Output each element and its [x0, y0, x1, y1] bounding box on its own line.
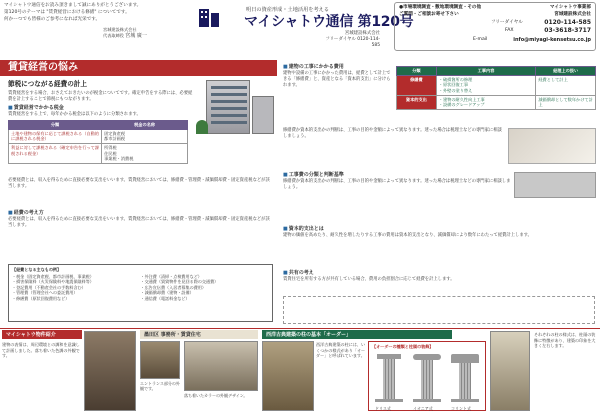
table-row: [397, 95, 596, 109]
table-cell: 利益に対して課税される（確定申告を行って課税される税金）: [9, 144, 102, 164]
company-logo-icon: [198, 7, 242, 29]
table-cell: ・建物の耐久性向上工事 ・設備のグレードアップ: [436, 95, 536, 109]
section-title: ■ 工事費の分類と判断基準: [283, 172, 344, 179]
entrance-photo: [140, 341, 180, 379]
table-row: [9, 144, 188, 164]
section-banner: 墨田区 事務所・賃貸住宅: [140, 330, 258, 339]
list-item: ・損害保険料（火災保険料や地震保険料等）: [12, 279, 94, 285]
section-title: ■ 経費の考え方: [8, 210, 44, 217]
kitchen-photo: [508, 128, 596, 164]
tagline: 明日の資産形成・土地活用を考える: [246, 7, 330, 13]
equipment-photo: [514, 172, 596, 198]
fax-label: FAX: [505, 28, 514, 33]
section-title: ■ 共有の考え: [283, 270, 314, 277]
fax-number: 03-3618-3717: [544, 27, 591, 34]
email-link[interactable]: info@miyagi-kensetsu.co.jp: [513, 37, 591, 43]
column-photo: [262, 341, 314, 411]
table-cell: 修繕費: [397, 75, 437, 95]
section-banner: 西洋古典建築の柱の基本「オーダー」: [262, 330, 452, 339]
table-cell: 減価償却として数年かけて計上: [536, 95, 596, 109]
table-cell: 資本的支出: [397, 95, 437, 109]
list-item: ・修繕費（原状回復費用など）: [12, 295, 70, 301]
subhead: 節税につながる経費の計上: [8, 80, 87, 88]
building-illustration: [196, 76, 276, 136]
intro-text: 賃貸経営をする場合、おさえておきたいのが税金についてです。確定申告をする際には、必要経費を計上することで節税にもつながります。: [8, 91, 193, 102]
list-item: ・管理費（管理会社への委託費用）: [12, 290, 78, 296]
contact-company: 宮城建設株式会社: [554, 12, 591, 17]
section-banner: マイシャトウ物件紹介: [2, 330, 82, 339]
sender-company: 宮城建設株式会社: [103, 27, 137, 32]
list-title: 【経費となる主なもの例】: [12, 267, 62, 272]
sender-title: 代表取締役: [103, 32, 124, 38]
free-number[interactable]: 0120-114-585: [544, 19, 591, 26]
greeting: [4, 3, 194, 25]
sender-name: 宮城 廣一: [125, 32, 147, 39]
section-text: 修繕費か資本的支出かの判断は、工事の目的や金額によって異なります。迷った場合は税理士などの専門家に相談しましょう。: [283, 179, 511, 190]
contact-box: [394, 2, 596, 51]
table-header: 税金の名称: [102, 121, 188, 130]
table-cell: 所得税 住民税 事業税・消費税: [102, 144, 188, 164]
section-text: 建物や設備の工事にかかった費用は、経費として計上できる「修繕費」と、資産となる「資本的支出」に分けられます。: [283, 71, 391, 88]
main-banner: 賃貸経営の悩み: [0, 60, 277, 76]
doric-column-icon: [375, 354, 403, 406]
table-row: [397, 75, 596, 95]
section-text: 必要経費とは、収入を得るために直接必要な支出をいいます。賃貸経営においては、修繕費・管理費・減価償却費・固定資産税などが該当します。: [8, 217, 270, 228]
expense-list-box: [8, 264, 273, 322]
ionic-column-icon: [413, 354, 441, 406]
section-text: 建物の価値を高めたり、耐久性を増したりする工事の費用は資本的支出となり、減価償却により数年にわたって経費計上します。: [283, 233, 532, 238]
contact-item: ご質問・ご相談お寄せ下さい: [399, 11, 459, 17]
section-text: 賃貸住宅を所有する方が共有している場合、費用の負担割合に応じて経費を計上します。: [283, 277, 455, 282]
contact-item: ●市場環境調査・敷地環境調査・その他: [399, 5, 482, 10]
greeting-line: 何かーつでも皆様のご参考になれば光栄です。: [4, 17, 101, 23]
tax-table: [8, 120, 188, 164]
header-freedial: フリーダイヤル 0120-114-585: [325, 36, 380, 48]
list-item: ・税金（固定資産税、都市計画税、事業税）: [12, 273, 94, 279]
column-text: 西洋古典建築の柱には、いくつかの様式があり「オーダー」と呼ばれています。: [316, 342, 366, 359]
table-header: 工事内容: [436, 67, 536, 76]
order-label: コリント式: [451, 406, 471, 411]
table-row: [9, 129, 188, 143]
greeting-line: 第120号のテーマは "賃貸経営における修繕" についてです。: [4, 10, 130, 16]
table-cell: 固定資産税 都市計画税: [102, 129, 188, 143]
sender: [103, 27, 147, 39]
order-label: ドリス式: [375, 406, 391, 411]
section-title: ■ 賃貸経営でかかる税金: [8, 105, 64, 112]
list-item: ・登記費用（不動産会社の手数料含む）: [12, 284, 86, 290]
table-cell: ・破損箇所の修理 ・原状回復工事 ・外壁の塗り替え: [436, 75, 536, 95]
free-label: フリーダイヤル: [491, 20, 523, 25]
body-text: 必要経費とは、収入を得るために直接必要な支出をいいます。賃貸経営においては、修繕費・管理費・減価償却費・固定資産税などが該当します。: [8, 178, 270, 189]
table-header: 経理上の扱い: [536, 67, 596, 76]
email-label: E-mail: [473, 37, 488, 42]
list-item: ・広告宣伝費（入居者募集の費用）: [140, 284, 206, 290]
corinthian-column-icon: [451, 354, 479, 406]
box-title: 【オーダーの種類と柱頭の装飾】: [372, 344, 434, 349]
photo-caption: 落ち着いたカラーの外観デザイン。: [184, 393, 248, 398]
construction-table: [396, 66, 596, 110]
section-text: 賃貸経営をする上で、毎年かかる税金は以下のように分類されます。: [8, 112, 141, 117]
building-photo: [84, 331, 136, 411]
contact-org: マイシャトウ事業部: [549, 5, 591, 10]
feature-text: 建物の表情は、周辺環境との調和を意識して計画しました。落ち着いた色調の外観です。: [2, 342, 80, 359]
greeting-line: マイシャトウ通信をお読み頂きまして誠にありがとうございます。: [4, 3, 142, 8]
divider: [0, 328, 600, 329]
table-cell: 経費として計上: [536, 75, 596, 95]
list-item: ・通信費（電話料金など）: [140, 295, 190, 301]
column-note: それぞれの柱の様式は、柱頭の装飾に特徴があり、建築の印象を大きく左右します。: [534, 332, 596, 349]
section-title: ■ 建物の工事にかかる費用: [283, 64, 344, 71]
table-cell: 土地や建物の保有に応じて課税される（自動的に課税される税金）: [9, 129, 102, 143]
table-header: 分類: [397, 67, 437, 76]
note-box: [283, 296, 595, 324]
table-header: 分類: [9, 121, 102, 130]
section-title: ■ 資本的支出とは: [283, 226, 324, 233]
capital-photo: [490, 331, 530, 411]
header-company-name: 宮城建設株式会社: [344, 31, 380, 36]
exterior-photo: [184, 341, 258, 391]
order-label: イオニア式: [413, 406, 433, 411]
header-company: [320, 31, 380, 49]
section-text: 修繕費か資本的支出かの判断は、工事の目的や金額によって異なります。迷った場合は税理士などの専門家に相談しましょう。: [283, 128, 502, 139]
order-box: [368, 341, 486, 411]
list-item: ・減価償却費（建物・設備）: [140, 290, 194, 296]
list-item: ・交通費（賃貸物件を見回る際の交通費）: [140, 279, 219, 285]
newsletter-title: マイシャトウ通信 第120号: [244, 14, 414, 30]
photo-caption: エントランス部分の外観です。: [140, 381, 180, 392]
list-item: ・外注費（清掃・点検費用など）: [140, 273, 202, 279]
